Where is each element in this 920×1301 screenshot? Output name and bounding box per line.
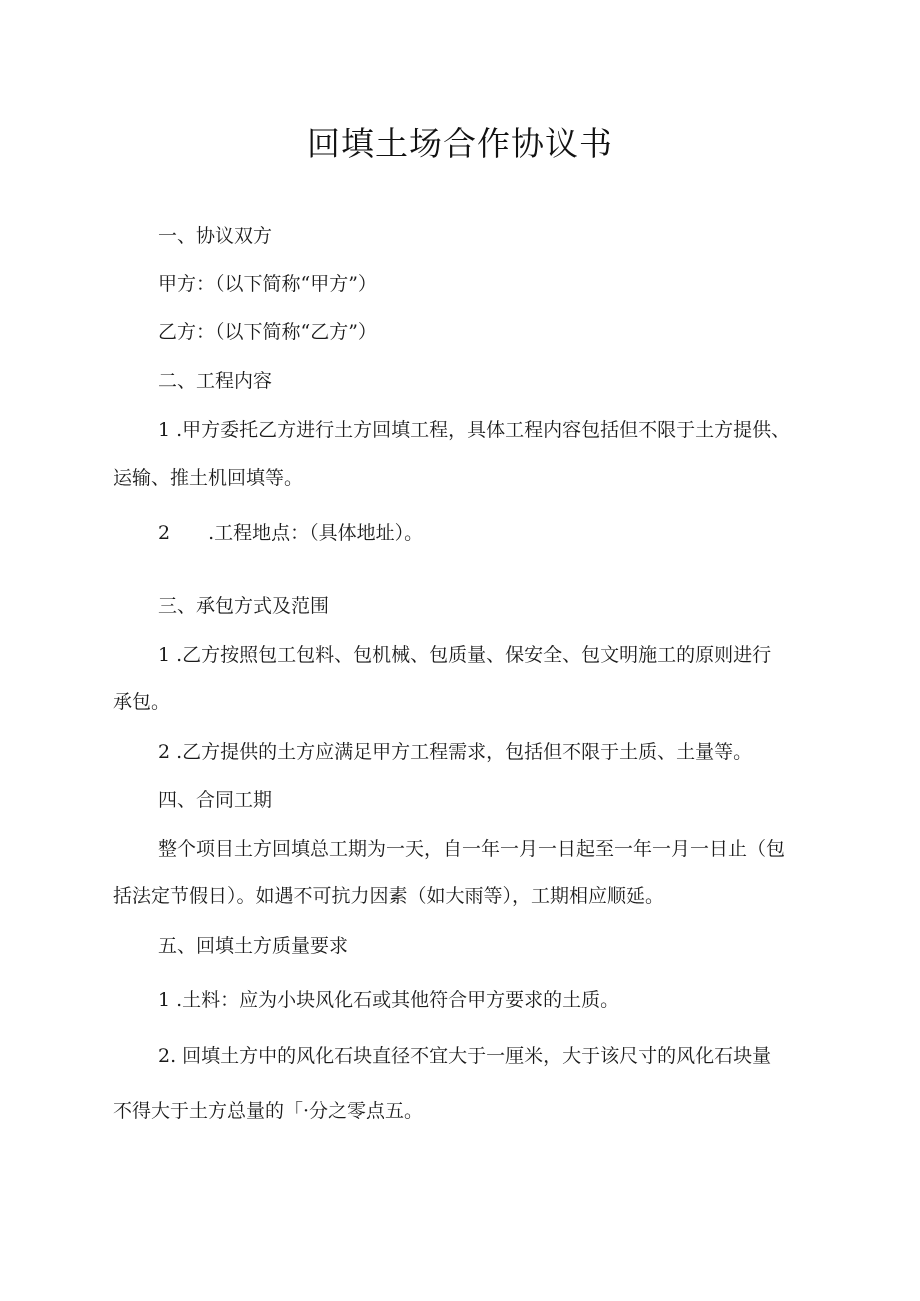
quality-item-1: 1 .土料：应为小块风化石或其他符合甲方要求的土质。 [158,989,620,1011]
party-a-line: 甲方：（以下简称“甲方”） [158,273,377,295]
contract-item-2: 2 .乙方提供的土方应满足甲方工程需求，包括但不限于土质、土量等。 [158,741,753,763]
party-b-line: 乙方：（以下简称“乙方”） [158,321,377,343]
section-heading-quality: 五、回填土方质量要求 [158,935,349,957]
quality-item-2-line-2: 不得大于土方总量的「·分之零点五。 [113,1100,424,1122]
section-heading-period: 四、合同工期 [158,789,273,811]
document-title: 回填土场合作协议书 [307,124,613,163]
section-heading-contract: 三、承包方式及范围 [158,595,330,617]
section-heading-content: 二、工程内容 [158,370,273,392]
period-line-1: 整个项目土方回填总工期为一天，自一年一月一日起至一年一月一日止（包 [158,838,786,860]
content-item-2: 2 .工程地点：（具体地址）。 [158,522,424,544]
contract-item-1-line-1: 1 .乙方按照包工包料、包机械、包质量、保安全、包文明施工的原则进行 [158,644,772,666]
content-item-1-line-2: 运输、推土机回填等。 [113,467,304,489]
content-item-1-line-1: 1 .甲方委托乙方进行土方回填工程，具体工程内容包括但不限于土方提供、 [158,419,791,441]
section-heading-parties: 一、协议双方 [158,225,273,247]
period-line-2: 括法定节假日）。如遇不可抗力因素（如大雨等），工期相应顺延。 [113,885,665,907]
contract-item-1-line-2: 承包。 [113,691,171,713]
quality-item-2-line-1: 2. 回填土方中的风化石块直径不宜大于一厘米，大于该尺寸的风化石块量 [158,1045,772,1067]
